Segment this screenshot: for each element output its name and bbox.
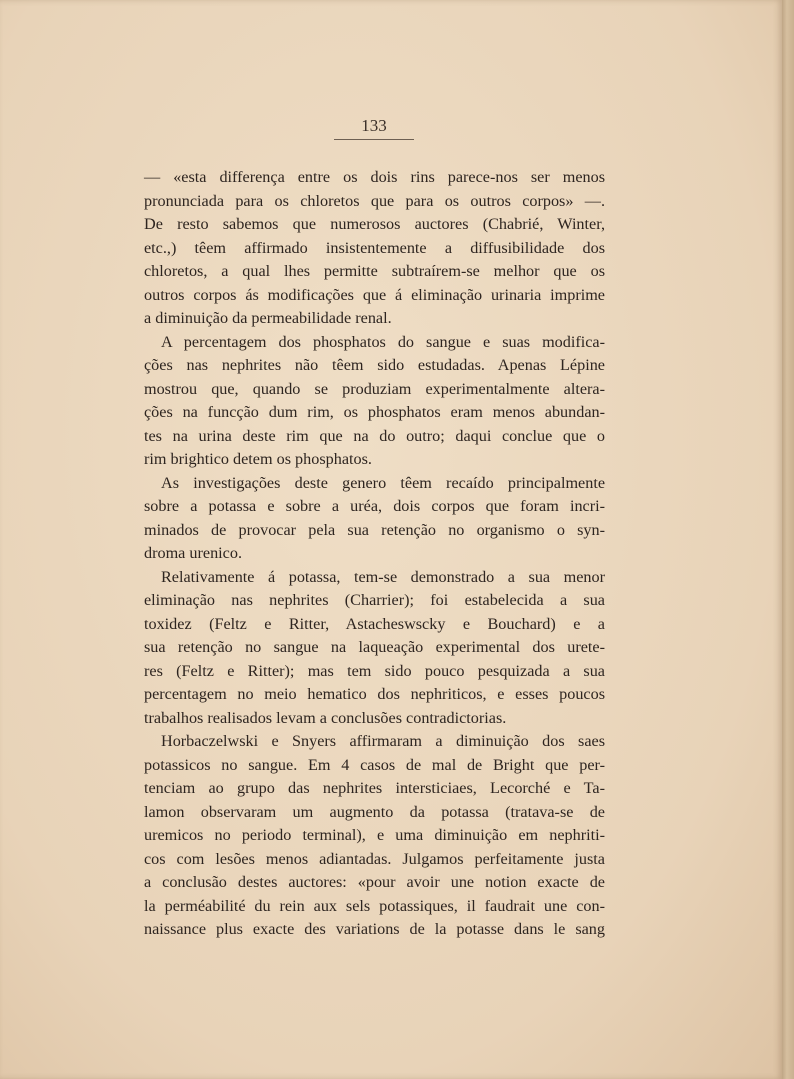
- text-line: lamon observaram um augmento da potassa (tratava-se de: [144, 802, 605, 821]
- text-line: ções nas nephrites não têem sido estudadas. Apenas Lépine: [144, 356, 605, 374]
- text-line: minados de provocar pela sua retenção no organismo o syn-: [144, 520, 605, 539]
- text-line: Horbaczelwski e Snyers affirmaram a diminuição dos saes: [161, 732, 605, 750]
- text-line: eliminação nas nephrites (Charrier); foi estabelecida a sua: [144, 591, 605, 609]
- text-line: pronunciada para os chloretos que para os outros corpos» —.: [144, 191, 605, 210]
- text-line: rim brightico detem os phosphatos.: [144, 450, 372, 468]
- text-line: naissance plus exacte des variations de la potasse dans le sang: [144, 920, 605, 938]
- text-line: De resto sabemos que numerosos auctores (Chabrié, Winter,: [144, 215, 605, 233]
- text-line: tes na urina deste rim que na do outro; daqui conclue que o: [144, 426, 605, 445]
- text-line: sua retenção no sangue na laqueação experimental dos urete-: [144, 638, 605, 656]
- text-line: ções na funcção dum rim, os phosphatos eram menos abundan-: [144, 403, 605, 421]
- text-line: mostrou que, quando se produziam experimentalmente altera-: [144, 379, 605, 398]
- text-line: — «esta differença entre os dois rins parece-nos ser menos: [144, 168, 605, 186]
- text-line: outros corpos ás modificações que á eliminação urinaria imprime: [144, 285, 605, 304]
- text-line: A percentagem dos phosphatos do sangue e suas modifica-: [161, 332, 605, 351]
- page-number: 133: [334, 116, 414, 140]
- text-line: percentagem no meio hematico dos nephriticos, e esses poucos: [144, 685, 605, 703]
- text-line: etc.,) têem affirmado insistentemente a diffusibilidade dos: [144, 238, 605, 257]
- text-line: la perméabilité du rein aux sels potassiques, il faudrait une con-: [144, 896, 605, 915]
- text-line: sobre a potassa e sobre a uréa, dois corpos que foram incri-: [144, 497, 605, 515]
- text-line: trabalhos realisados levam a conclusões contradictorias.: [144, 708, 507, 727]
- text-line: toxidez (Feltz e Ritter, Astacheswscky e Bouchard) e a: [144, 614, 605, 633]
- text-line: potassicos no sangue. Em 4 casos de mal de Bright que per-: [144, 755, 605, 774]
- text-line: uremicos no periodo terminal), e uma diminuição em nephriti-: [144, 826, 605, 844]
- text-line: cos com lesões menos adiantadas. Julgamos perfeitamente justa: [144, 849, 605, 868]
- text-line: a diminuição da permeabilidade renal.: [144, 309, 392, 327]
- text-line: a conclusão destes auctores: «pour avoir une notion exacte de: [144, 873, 605, 891]
- page-edge: [782, 0, 794, 1079]
- text-line: res (Feltz e Ritter); mas tem sido pouco pesquizada a sua: [144, 661, 605, 680]
- text-line: As investigações deste genero têem recaído principalmente: [161, 473, 605, 492]
- text-line: tenciam ao grupo das nephrites intersticiaes, Lecorché e Ta-: [144, 779, 605, 797]
- text-line: Relativamente á potassa, tem-se demonstrado a sua menor: [161, 567, 605, 586]
- text-line: droma urenico.: [144, 544, 242, 562]
- text-line: chloretos, a qual lhes permitte subtraírem-se melhor que os: [144, 262, 605, 280]
- page-body-text: [144, 166, 605, 942]
